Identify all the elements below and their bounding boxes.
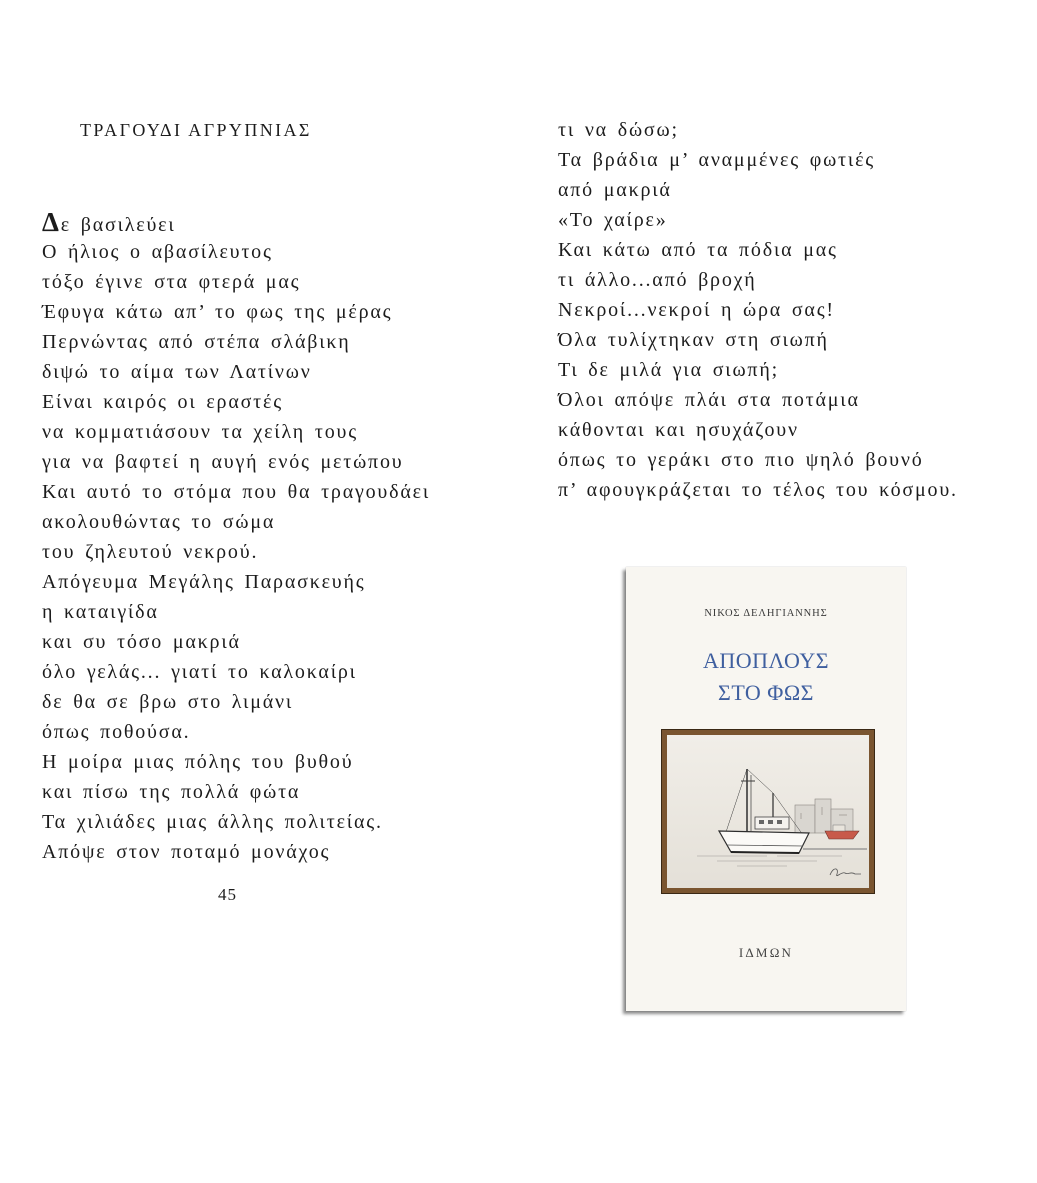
poem-line: π’ αφουγκράζεται το τέλος του κόσμου.: [558, 479, 958, 501]
boat-hull: [719, 831, 809, 853]
poem-line: Η μοίρα μιας πόλης του βυθού: [42, 751, 354, 773]
poem-line: διψώ το αίμα των Λατίνων: [42, 361, 312, 383]
poem-line: ακολουθώντας το σώμα: [42, 511, 276, 533]
poem-line: δε θα σε βρω στο λιμάνι: [42, 691, 294, 713]
boat-cabin: [755, 817, 789, 829]
cover-illustration-frame: [662, 730, 874, 893]
poem-line: όπως το γεράκι στο πιο ψηλό βουνό: [558, 449, 924, 471]
poem-line: Έφυγα κάτω απ’ το φως της μέρας: [42, 301, 393, 323]
cover-title-line-2: ΣΤΟ ΦΩΣ: [718, 680, 814, 705]
poem-line: κάθονται και ησυχάζουν: [558, 419, 799, 441]
poem-line: από μακριά: [558, 179, 672, 201]
cover-publisher: ΙΔΜΩΝ: [738, 945, 794, 960]
poem-line: τόξο έγινε στα φτερά μας: [42, 271, 301, 293]
poem-line: Απόψε στον ποταμό μονάχος: [42, 841, 331, 863]
poem-line: όπως ποθούσα.: [42, 721, 191, 743]
cover-author: ΝΙΚΟΣ ΔΕΛΗΓΙΑΝΝΗΣ: [704, 608, 828, 619]
poem-title: ΤΡΑΓΟΥΔΙ ΑΓΡΥΠΝΙΑΣ: [80, 120, 312, 140]
poem-line: Και κάτω από τα πόδια μας: [558, 239, 838, 261]
poem-line: Απόγευμα Μεγάλης Παρασκευής: [42, 571, 366, 593]
poem-line: Νεκροί...νεκροί η ώρα σας!: [558, 299, 835, 321]
poem-line: τι άλλο...από βροχή: [558, 269, 757, 291]
book-cover: [626, 567, 906, 1011]
poem-line: και συ τόσο μακριά: [42, 631, 241, 653]
page-number: 45: [218, 885, 237, 904]
poem-line: Τα βράδια μ’ αναμμένες φωτιές: [558, 149, 875, 171]
left-poem-column: [42, 207, 430, 867]
poem-line: όλο γελάς... γιατί το καλοκαίρι: [42, 661, 357, 683]
poem-line: για να βαφτεί η αυγή ενός μετώπου: [42, 451, 404, 473]
right-poem-column: [558, 115, 958, 505]
poem-line: Και αυτό το στόμα που θα τραγουδάει: [42, 481, 431, 503]
poem-line: Ο ήλιος ο αβασίλευτος: [42, 241, 273, 263]
poem-line: Τα χιλιάδες μιας άλλης πολιτείας.: [42, 811, 383, 833]
poem-line: η καταιγίδα: [42, 601, 159, 623]
poem-line: Όλα τυλίχτηκαν στη σιωπή: [558, 329, 829, 351]
cover-title-line-1: ΑΠΟΠΛΟΥΣ: [702, 648, 830, 673]
poem-line: Δε βασιλεύει: [42, 207, 176, 237]
poem-line: Όλοι απόψε πλάι στα ποτάμια: [558, 389, 860, 411]
boat-sketch-illustration: [667, 735, 869, 888]
poem-line: τι να δώσω;: [558, 119, 679, 141]
poem-line: και πίσω της πολλά φώτα: [42, 781, 301, 803]
poem-line: Είναι καιρός οι εραστές: [42, 391, 283, 413]
poem-line: Τι δε μιλά για σιωπή;: [558, 359, 779, 381]
poem-line: «Το χαίρε»: [558, 209, 668, 231]
poem-line: να κομματιάσουν τα χείλη τους: [42, 421, 358, 443]
poem-line: Περνώντας από στέπα σλάβικη: [42, 331, 351, 353]
poem-line: του ζηλευτού νεκρού.: [42, 541, 259, 563]
